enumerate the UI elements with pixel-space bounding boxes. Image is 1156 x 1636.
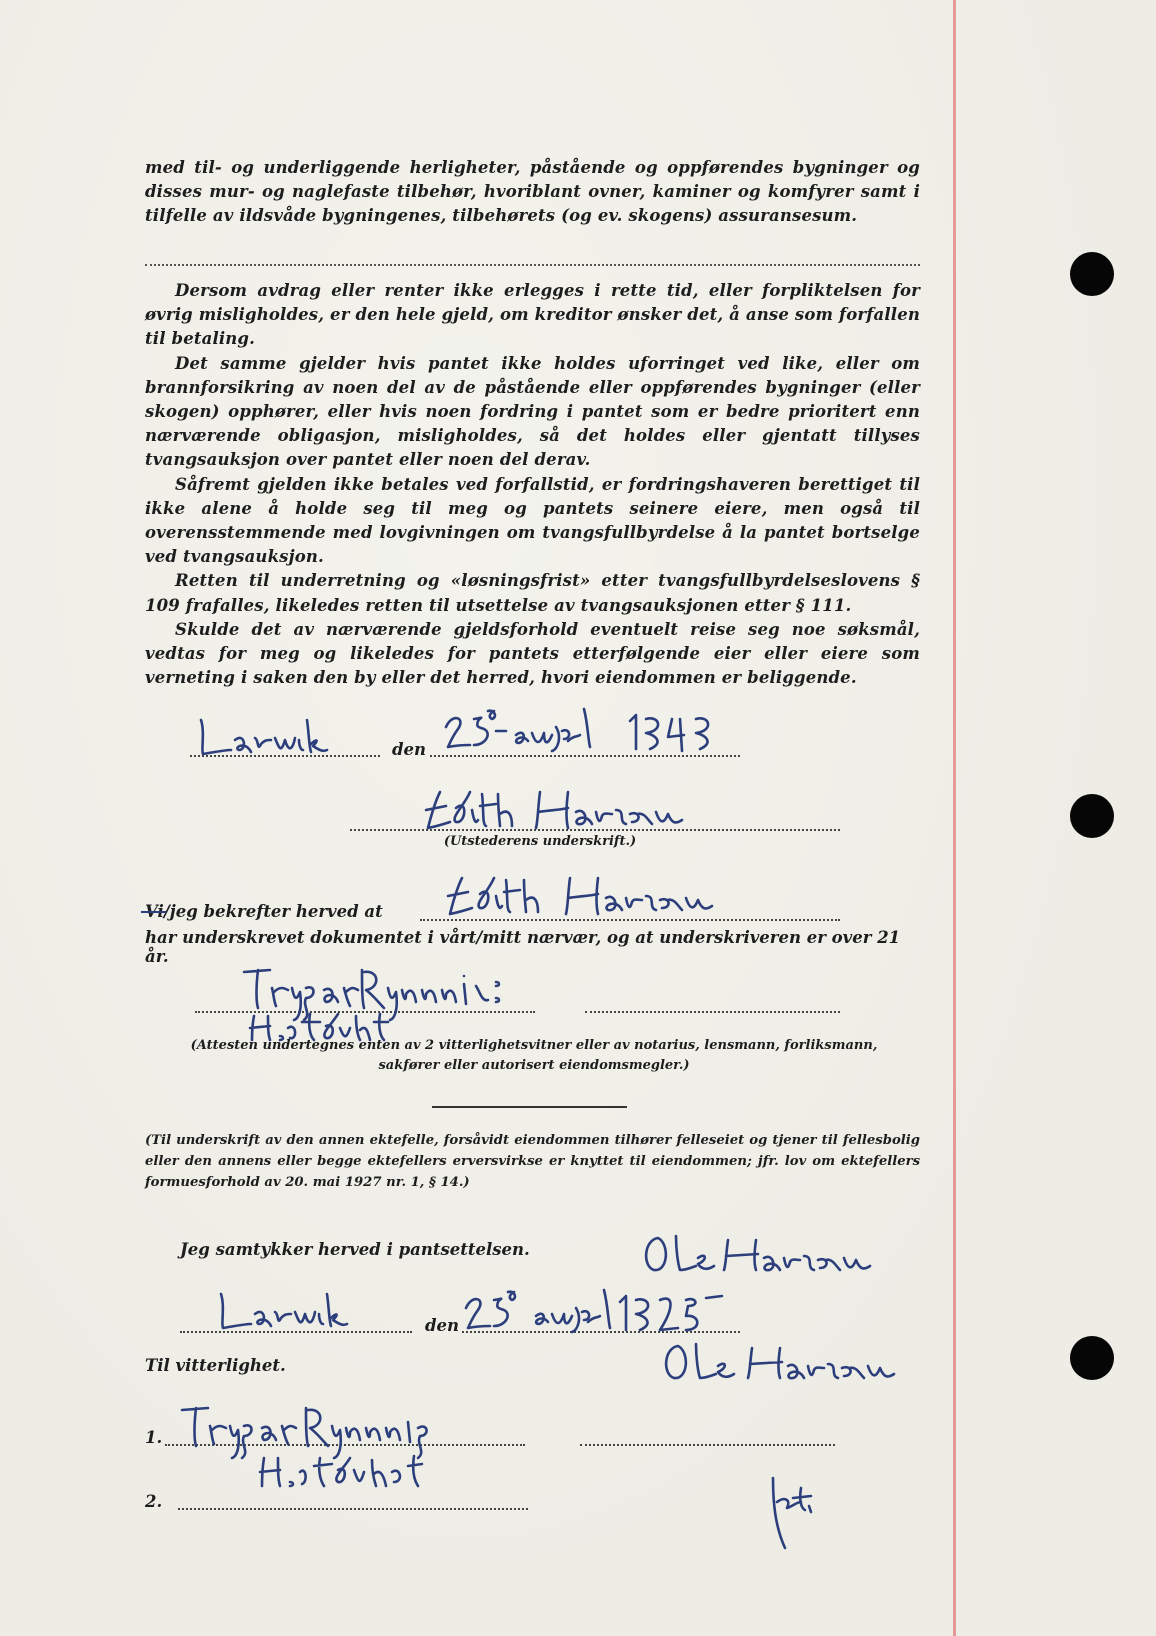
witness-1b-dotted-line (580, 1443, 835, 1446)
punch-hole-icon (1070, 1336, 1114, 1380)
witness-1-number: 1. (145, 1428, 163, 1447)
attest-line1: Vi /jeg bekrefter herved at (145, 902, 383, 921)
paragraph-maintenance: Det samme gjelder hvis pantet ikke holdes uforringet ved like, eller om brannforsikring av noen del av de påstående eller oppførendes bygninger (eller skogen) opphører, eller hvis noen fordring i pantet som er bedre prioritert enn nærværende obligasjon, misligholdes, så det holdes eller gjentatt tillyses tvangsauksjon over pantet eller noen del derav. (145, 353, 920, 470)
witness-2-dotted-line (178, 1507, 528, 1510)
handwritten-signature (420, 784, 720, 838)
handwritten-consent-place (215, 1284, 355, 1338)
paragraph-collateral: med til- og underliggende herligheter, påstående og oppførendes bygninger og disses mur- og naglefaste tilbehør, hvoriblant ovner, kaminer og komfyrer samt i tilfelle av ildsvåde bygningenes, tilbehørets (og ev. skogens) assuransesum. (145, 158, 920, 226)
signature-caption: (Utstederens underskrift.) (443, 834, 637, 849)
paragraph-due: Såfremt gjelden ikke betales ved forfallstid, er fordringshaveren berettiget til ikke alene å holde seg til meg og pantets seinere eiere, men også til overensstemmende med lovgivningen om tvangsfullbyrdelse å la pantet bortselge ved tvangsauksjon. (145, 474, 920, 567)
spouse-note: (Til underskrift av den annen ektefelle, forsåvidt eiendommen tilhører felleseiet og tjener til fellesbolig eller den annens eller begge ektefellers erversvirkse er knyttet til eiendommen; jfr. lov om ektefellers formuesforhold av 20. mai 1927 nr. 1, § 14.) (145, 1133, 920, 1190)
struck-prefix: Vi (145, 902, 164, 921)
paragraph-default: Dersom avdrag eller renter ikke erlegges i rette tid, eller forpliktelsen for øvrig misligholdes, er den hele gjeld, om kreditor ønsker det, å anse som forfallen til betaling. (145, 281, 920, 349)
handwritten-witness (240, 962, 560, 1046)
attest-caption: (Attesten undertegnes enten av 2 vitterlighetsvitner eller av notarius, lensmann, forliksmann, sakfører eller autorisert eiendomsmegler.) (190, 1038, 878, 1073)
handwritten-consent-date (460, 1286, 750, 1340)
red-margin-line (953, 0, 956, 1636)
consent-den-label: den (425, 1316, 460, 1335)
handwritten-attest-name (440, 870, 740, 924)
witness-label: Til vitterlighet. (145, 1356, 286, 1375)
dotted-separator (145, 262, 920, 266)
attest-line2: har underskrevet dokumentet i vårt/mitt nærvær, og at underskriveren er over 21 år. (145, 928, 901, 966)
handwritten-initials (765, 1472, 825, 1556)
handwritten-witness-1 (178, 1400, 538, 1494)
punch-hole-icon (1070, 794, 1114, 838)
section-divider (432, 1106, 627, 1108)
handwritten-place (195, 710, 335, 764)
witness2-dotted-line (585, 1010, 840, 1013)
paragraph-venue: Skulde det av nærværende gjeldsforhold eventuelt reise seg noe søksmål, vedtas for meg og likeledes for pantets etterfølgende eier eller eiere som verneting i saken den by eller det herred, hvori eiendommen er beliggende. (145, 619, 920, 688)
consent-text: Jeg samtykker herved i pantsettelsen. (180, 1240, 530, 1259)
paragraph-notice: Retten til underretning og «løsningsfrist» etter tvangsfullbyrdelseslovens § 109 frafalles, likeledes retten til utsettelse av tvangsauksjonen etter § 111. (145, 571, 920, 615)
handwritten-consent-signature-2 (660, 1338, 920, 1392)
terms-block (145, 279, 920, 690)
handwritten-date (440, 705, 730, 759)
den-label: den (392, 740, 427, 759)
punch-hole-icon (1070, 252, 1114, 296)
handwritten-consent-signature (640, 1230, 880, 1284)
witness-2-number: 2. (145, 1492, 163, 1511)
